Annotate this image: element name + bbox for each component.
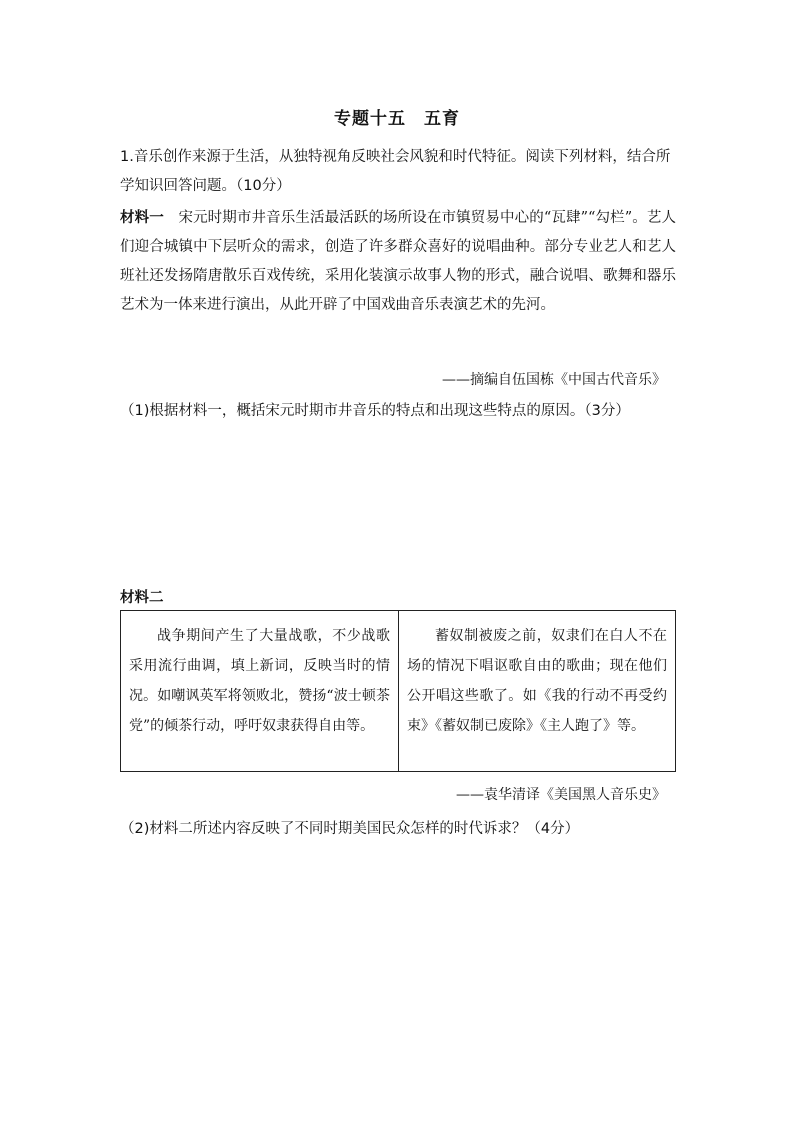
material-two-label: 材料二: [120, 590, 164, 606]
material-two-table: [120, 610, 676, 772]
material-two-source: ——袁华清译《美国黑人音乐史》: [456, 787, 666, 803]
material-one-text: 宋元时期市井音乐生活最活跃的场所设在市镇贸易中心的“瓦肆”“勾栏”。艺人们迎合城镇中下层听众的需求，创造了许多群众喜好的说唱曲种。部分专业艺人和艺人班社还发扬隋唐散乐百戏传统，采用化装演示故事人物的形式，融合说唱、歌舞和器乐艺术为一体来进行演出，从此开辟了中国戏曲音乐表演艺术的先河。: [120, 210, 676, 313]
material-two-right-cell: 蓄奴制被废之前，奴隶们在白人不在场的情况下唱讴歌自由的歌曲；现在他们公开唱这些歌了。如《我的行动不再受约束》《蓄奴制已废除》《主人跑了》等。: [398, 611, 675, 771]
question-intro: 1.音乐创作来源于生活，从独特视角反映社会风貌和时代特征。阅读下列材料，结合所学知识回答问题。（10分）: [120, 149, 671, 194]
material-two-left-cell: 战争期间产生了大量战歌，不少战歌采用流行曲调，填上新词，反映当时的情况。如嘲讽英军将领败北，赞扬“波士顿茶党”的倾茶行动，呼吁奴隶获得自由等。: [129, 628, 390, 734]
material-one-source: ——摘编自伍国栋《中国古代音乐》: [442, 372, 666, 388]
material-one-label: 材料一: [120, 210, 164, 226]
page-title: 专题十五 五育: [334, 109, 460, 129]
material-one: [120, 204, 676, 320]
sub-question-1: （1)根据材料一，概括宋元时期市井音乐的特点和出现这些特点的原因。（3分）: [120, 403, 630, 419]
sub-question-2: （2)材料二所述内容反映了不同时期美国民众怎样的时代诉求？（4分）: [120, 821, 580, 837]
